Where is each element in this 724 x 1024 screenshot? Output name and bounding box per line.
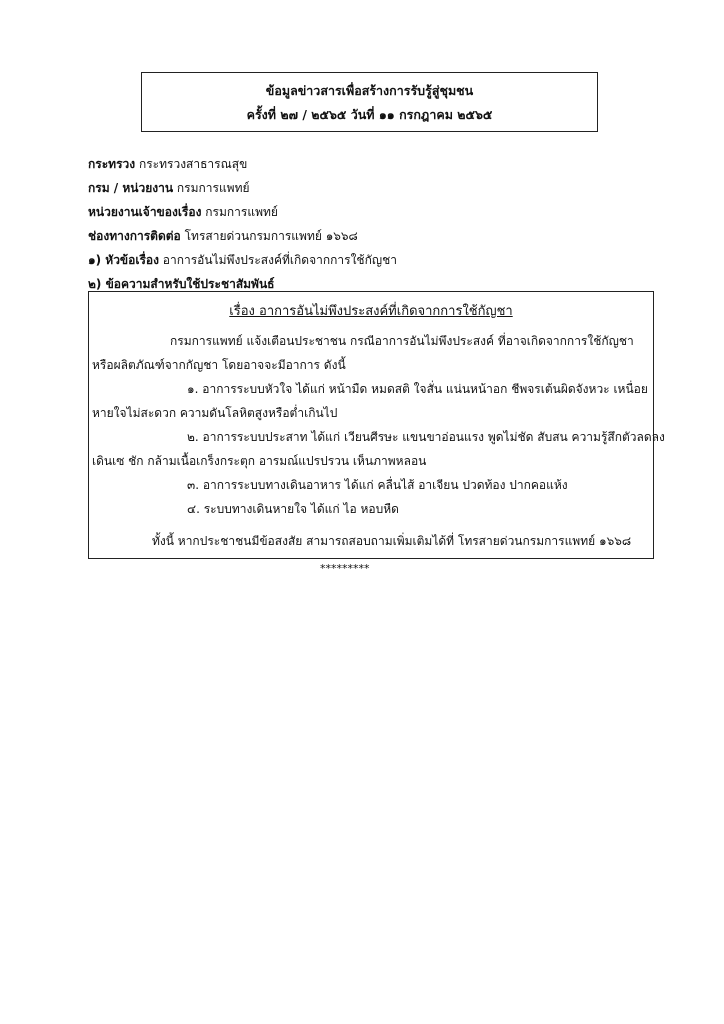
closing-line: ทั้งนี้ หากประชาชนมีข้อสงสัย สามารถสอบถามเพิ่มเติมได้ที่ โทรสายด่วนกรมการแพทย์ ๑๖๖๘ xyxy=(152,534,632,548)
ministry-value: กระทรวงสาธารณสุข xyxy=(138,157,248,171)
owner-label: หน่วยงานเจ้าของเรื่อง xyxy=(88,205,202,219)
meta-owner xyxy=(88,203,278,222)
item-1-line-2: หายใจไม่สะดวก ความดันโลหิตสูงหรือต่ำเกินไป xyxy=(92,406,338,420)
topic-value: อาการอันไม่พึงประสงค์ที่เกิดจากการใช้กัญชา xyxy=(162,253,397,267)
pr-content-box xyxy=(88,291,665,559)
item-3: ๓. อาการระบบทางเดินอาหาร ได้แก่ คลื่นไส้ อาเจียน ปวดท้อง ปากคอแห้ง xyxy=(187,478,568,492)
department-value: กรมการแพทย์ xyxy=(176,181,250,195)
contact-value: โทรสายด่วนกรมการแพทย์ ๑๖๖๘ xyxy=(184,229,358,243)
intro-line-1: กรมการแพทย์ แจ้งเตือนประชาชน กรณีอาการอันไม่พึงประสงค์ ที่อาจเกิดจากการใช้กัญชา xyxy=(170,334,634,348)
meta-ministry xyxy=(88,155,247,174)
item-4: ๔. ระบบทางเดินหายใจ ได้แก่ ไอ หอบหืด xyxy=(187,502,399,516)
header-box xyxy=(141,72,598,132)
owner-value: กรมการแพทย์ xyxy=(205,205,278,219)
ministry-label: กระทรวง xyxy=(88,157,136,171)
end-marker: ********* xyxy=(320,562,370,575)
pr-label: ๒) ข้อความสำหรับใช้ประชาสัมพันธ์ xyxy=(88,277,275,291)
department-label: กรม / หน่วยงาน xyxy=(88,181,174,195)
header-title: ข้อมูลข่าวสารเพื่อสร้างการรับรู้สู่ชุมชน xyxy=(265,83,474,98)
item-1-line-1: ๑. อาการระบบหัวใจ ได้แก่ หน้ามืด หมดสติ ใจสั่น แน่นหน้าอก ชีพจรเต้นผิดจังหวะ เหนื่อย xyxy=(187,382,648,396)
header-issue-date: ครั้งที่ ๒๗ / ๒๕๖๕ วันที่ ๑๑ กรกฎาคม ๒๕๖๕ xyxy=(246,107,493,122)
contact-label: ช่องทางการติดต่อ xyxy=(88,229,181,243)
intro-line-2: หรือผลิตภัณฑ์จากกัญชา โดยอาจจะมีอาการ ดังนี้ xyxy=(92,358,346,372)
meta-topic xyxy=(88,251,397,270)
topic-label: ๑) หัวข้อเรื่อง xyxy=(88,253,159,267)
item-2-line-1: ๒. อาการระบบประสาท ได้แก่ เวียนศีรษะ แขนขาอ่อนแรง พูดไม่ชัด สับสน ความรู้สึกตัวลดลง xyxy=(187,430,665,444)
content-title: เรื่อง อาการอันไม่พึงประสงค์ที่เกิดจากการใช้กัญชา xyxy=(229,304,513,319)
item-2-line-2: เดินเซ ชัก กล้ามเนื้อเกร็งกระตุก อารมณ์แปรปรวน เห็นภาพหลอน xyxy=(92,454,427,468)
meta-department xyxy=(88,179,250,198)
meta-contact xyxy=(88,227,358,246)
